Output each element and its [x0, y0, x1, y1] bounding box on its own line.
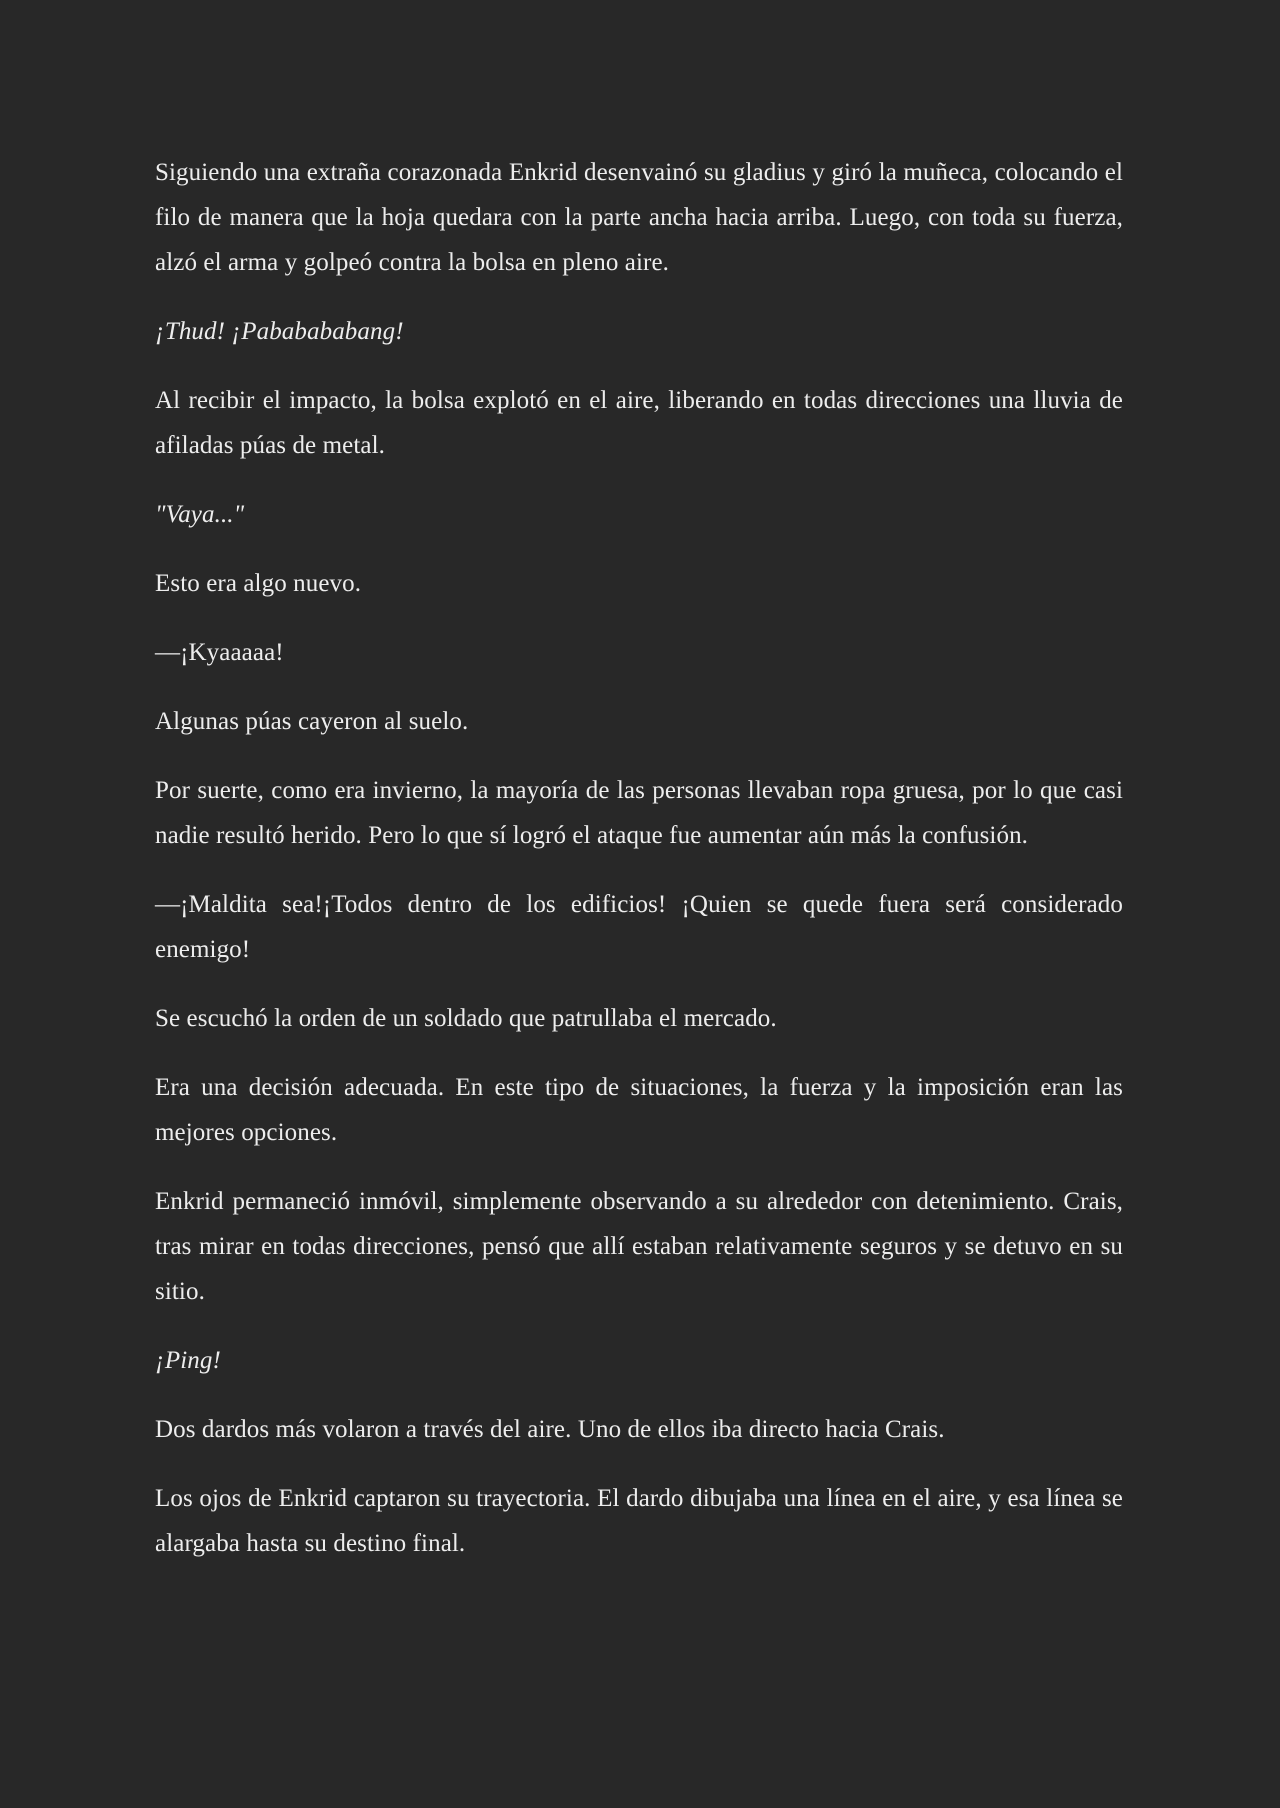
- paragraph: Era una decisión adecuada. En este tipo de situaciones, la fuerza y la imposición eran las mejores opciones.: [155, 1074, 1123, 1146]
- sound-effect-paragraph: ¡Ping!: [155, 1347, 221, 1374]
- paragraph: Los ojos de Enkrid captaron su trayectoria. El dardo dibujaba una línea en el aire, y esa línea se alargaba hasta su destino final.: [155, 1485, 1123, 1557]
- paragraph: Al recibir el impacto, la bolsa explotó en el aire, liberando en todas direcciones una lluvia de afiladas púas de metal.: [155, 387, 1123, 459]
- document-page: [155, 150, 1123, 1590]
- dialogue-paragraph: —¡Maldita sea!¡Todos dentro de los edificios! ¡Quien se quede fuera será considerado enemigo!: [155, 891, 1123, 963]
- paragraph: Por suerte, como era invierno, la mayoría de las personas llevaban ropa gruesa, por lo que casi nadie resultó herido. Pero lo que sí logró el ataque fue aumentar aún más la confusión.: [155, 777, 1123, 849]
- paragraph: Enkrid permaneció inmóvil, simplemente observando a su alrededor con detenimiento. Crais, tras mirar en todas direcciones, pensó que allí estaban relativamente seguros y se detuvo en su sitio.: [155, 1188, 1123, 1305]
- paragraph: Algunas púas cayeron al suelo.: [155, 708, 469, 735]
- thought-paragraph: "Vaya...": [155, 501, 245, 528]
- paragraph: Siguiendo una extraña corazonada Enkrid desenvainó su gladius y giró la muñeca, colocando el filo de manera que la hoja quedara con la parte ancha hacia arriba. Luego, con toda su fuerza, alzó el arma y golpeó contra la bolsa en pleno aire.: [155, 159, 1123, 276]
- paragraph: Se escuchó la orden de un soldado que patrullaba el mercado.: [155, 1005, 777, 1032]
- paragraph: Dos dardos más volaron a través del aire. Uno de ellos iba directo hacia Crais.: [155, 1416, 945, 1443]
- dialogue-paragraph: —¡Kyaaaaa!: [155, 639, 284, 666]
- paragraph: Esto era algo nuevo.: [155, 570, 362, 597]
- sound-effect-paragraph: ¡Thud! ¡Pababababang!: [155, 318, 404, 345]
